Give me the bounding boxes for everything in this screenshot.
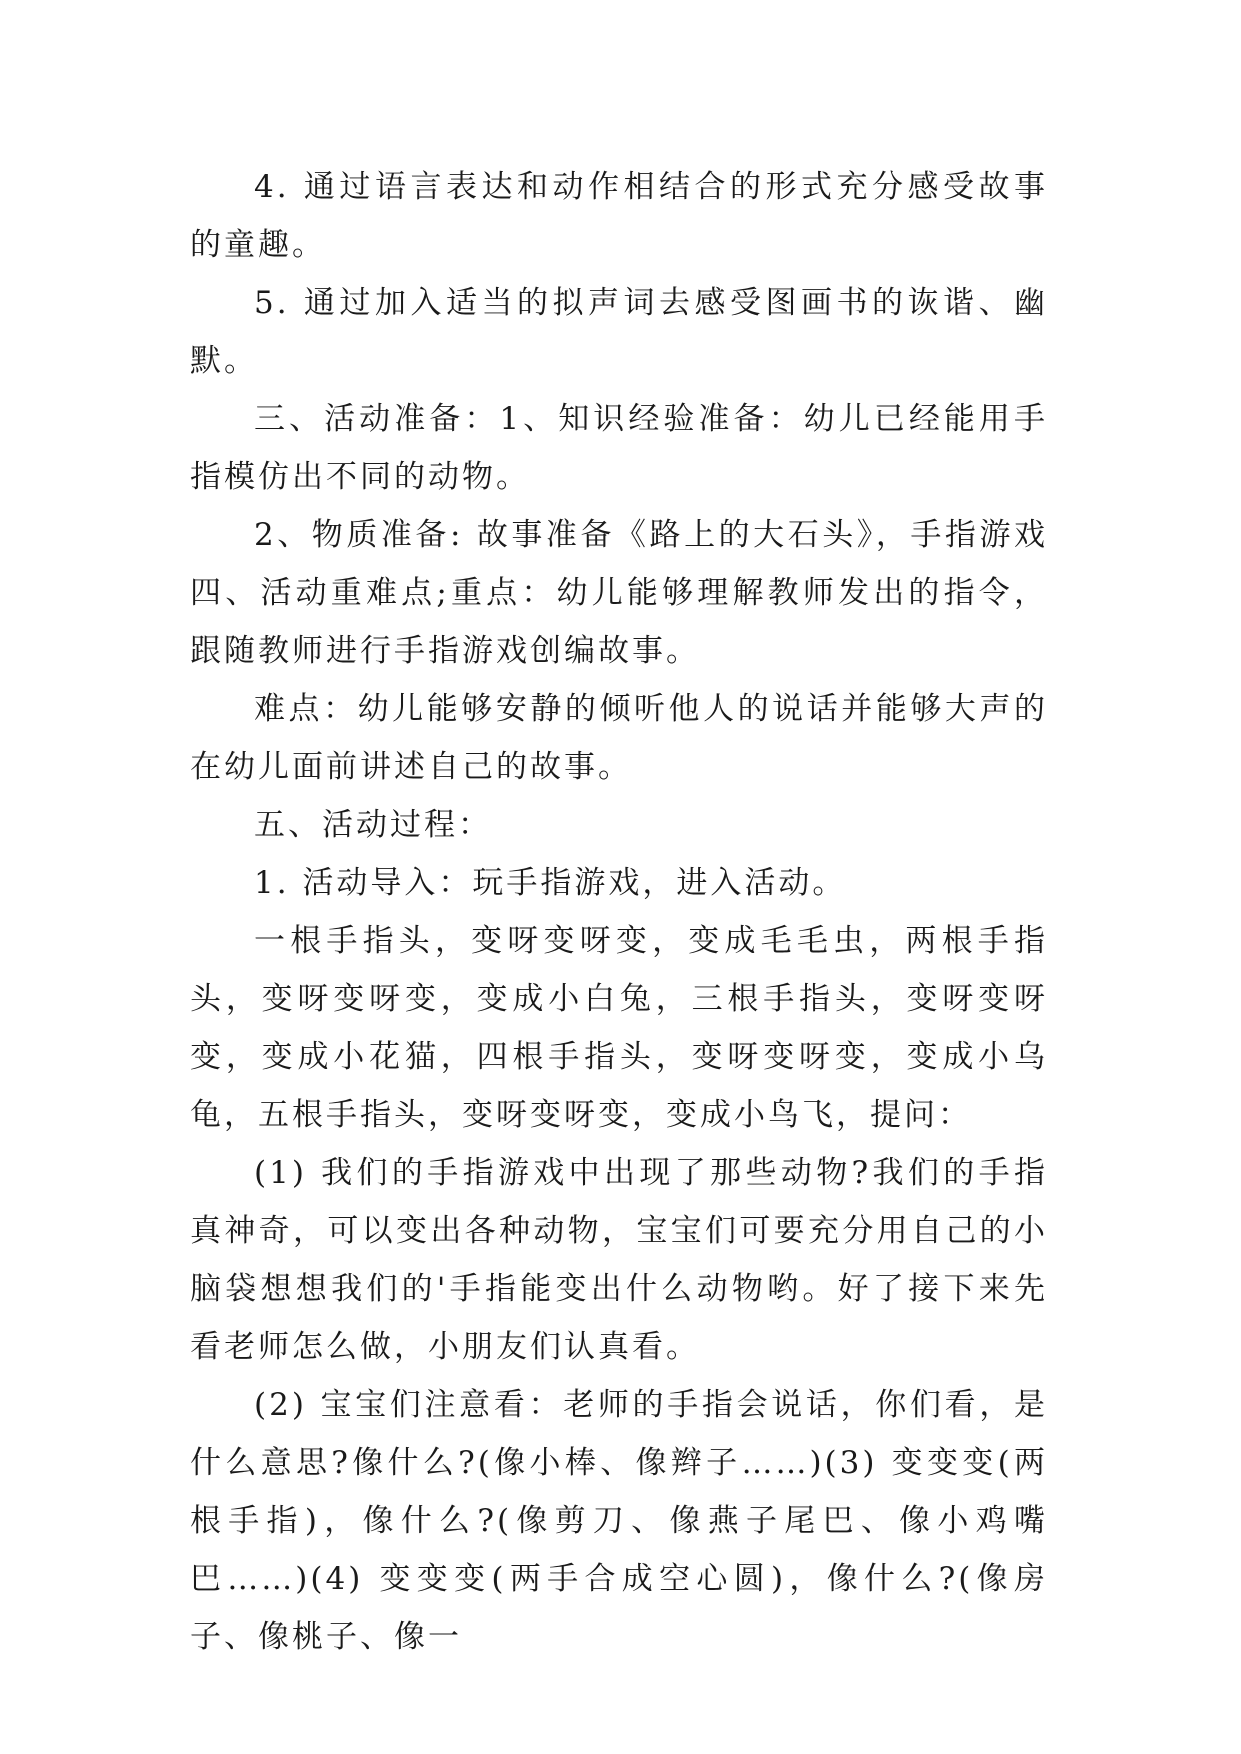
paragraph-finger-rhyme: 一根手指头，变呀变呀变，变成毛毛虫，两根手指头，变呀变呀变，变成小白兔，三根手指头，变呀变呀变，变成小花猫，四根手指头，变呀变呀变，变成小乌龟，五根手指头，变呀变呀变，变成小鸟飞，提问：	[190, 923, 1048, 1133]
paragraph-goal-4: 4. 通过语言表达和动作相结合的形式充分感受故事的童趣。	[190, 169, 1048, 263]
paragraph-process-heading: 五、活动过程：	[254, 807, 492, 843]
paragraph-difficulty: 难点：幼儿能够安静的倾听他人的说话并能够大声的在幼儿面前讲述自己的故事。	[190, 691, 1048, 785]
paragraph-intro: 1. 活动导入：玩手指游戏，进入活动。	[254, 865, 847, 901]
paragraph-preparation: 三、活动准备：1、知识经验准备：幼儿已经能用手指模仿出不同的动物。	[190, 401, 1048, 495]
paragraph-question-2: (2) 宝宝们注意看：老师的手指会说话，你们看，是什么意思?像什么?(像小棒、像辫子……)(3) 变变变(两根手指)，像什么?(像剪刀、像燕子尾巴、像小鸡嘴巴……)(4) 变变变(两手合成空心圆)，像什么?(像房子、像桃子、像一	[190, 1387, 1048, 1655]
document-body	[190, 158, 1048, 1666]
paragraph-goal-5: 5. 通过加入适当的拟声词去感受图画书的诙谐、幽默。	[190, 285, 1048, 379]
paragraph-question-1: (1) 我们的手指游戏中出现了那些动物?我们的手指真神奇，可以变出各种动物，宝宝们可要充分用自己的小脑袋想想我们的'手指能变出什么动物哟。好了接下来先看老师怎么做，小朋友们认真看。	[190, 1155, 1048, 1365]
paragraph-materials: 2、物质准备: 故事准备《路上的大石头》，手指游戏四、活动重难点;重点：幼儿能够理解教师发出的指令，跟随教师进行手指游戏创编故事。	[190, 517, 1048, 669]
